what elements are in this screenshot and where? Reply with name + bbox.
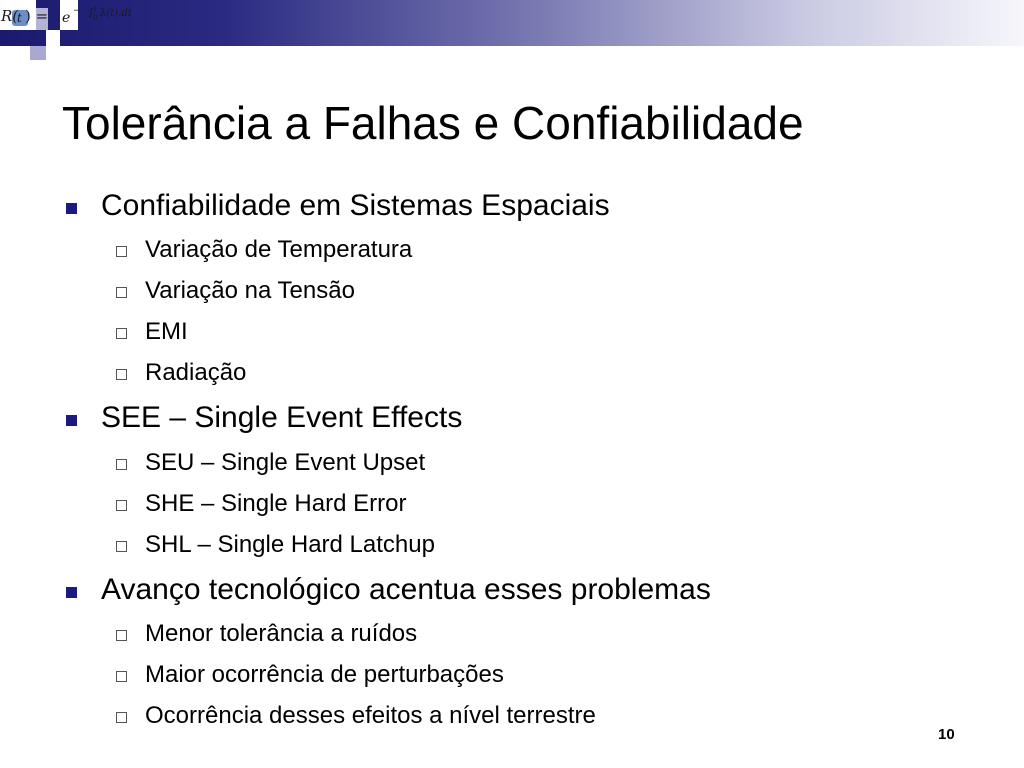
- svg-text:e: e: [62, 10, 71, 26]
- filled-square-icon: [66, 415, 77, 426]
- hollow-square-icon: [116, 459, 127, 470]
- hollow-square-icon: [116, 712, 127, 723]
- svg-text:R(: R(: [1, 7, 19, 25]
- filled-square-icon: [66, 587, 77, 598]
- sub-bullet-text: EMI: [145, 318, 188, 345]
- svg-text:t: t: [94, 5, 97, 13]
- svg-text:∫: ∫: [88, 6, 94, 19]
- hollow-square-icon: [116, 541, 127, 552]
- sub-bullet-text: Ocorrência desses efeitos a nível terrestre: [145, 702, 596, 729]
- bullet-text: Avanço tecnológico acentua esses problemas: [101, 573, 711, 606]
- sub-bullet-text: Variação de Temperatura: [145, 236, 413, 263]
- hollow-square-icon: [116, 287, 127, 298]
- sub-bullet-text: SHL – Single Hard Latchup: [145, 531, 435, 558]
- sub-bullet-text: Variação na Tensão: [145, 277, 355, 304]
- page-number: 10: [938, 726, 955, 743]
- bullet-text: Confiabilidade em Sistemas Espaciais: [101, 189, 610, 222]
- sub-bullet-text: SEU – Single Event Upset: [145, 449, 426, 476]
- svg-text:) =: ) =: [25, 7, 49, 25]
- slide-title: Tolerância a Falhas e Confiabilidade: [62, 97, 804, 149]
- svg-text:0: 0: [93, 14, 98, 22]
- bullet-text: SEE – Single Event Effects: [101, 401, 463, 434]
- hollow-square-icon: [116, 630, 127, 641]
- hollow-square-icon: [116, 500, 127, 511]
- hollow-square-icon: [116, 246, 127, 257]
- hollow-square-icon: [116, 369, 127, 380]
- svg-text:−: −: [73, 6, 81, 16]
- sub-bullet-text: Maior ocorrência de perturbações: [145, 661, 504, 688]
- svg-text:t: t: [17, 11, 22, 25]
- hollow-square-icon: [116, 328, 127, 339]
- filled-square-icon: [66, 203, 77, 214]
- svg-text:λ(t).dt: λ(t).dt: [100, 8, 132, 19]
- hollow-square-icon: [116, 671, 127, 682]
- sub-bullet-text: Menor tolerância a ruídos: [145, 620, 418, 647]
- sub-bullet-text: Radiação: [145, 359, 247, 386]
- sub-bullet-text: SHE – Single Hard Error: [145, 490, 407, 517]
